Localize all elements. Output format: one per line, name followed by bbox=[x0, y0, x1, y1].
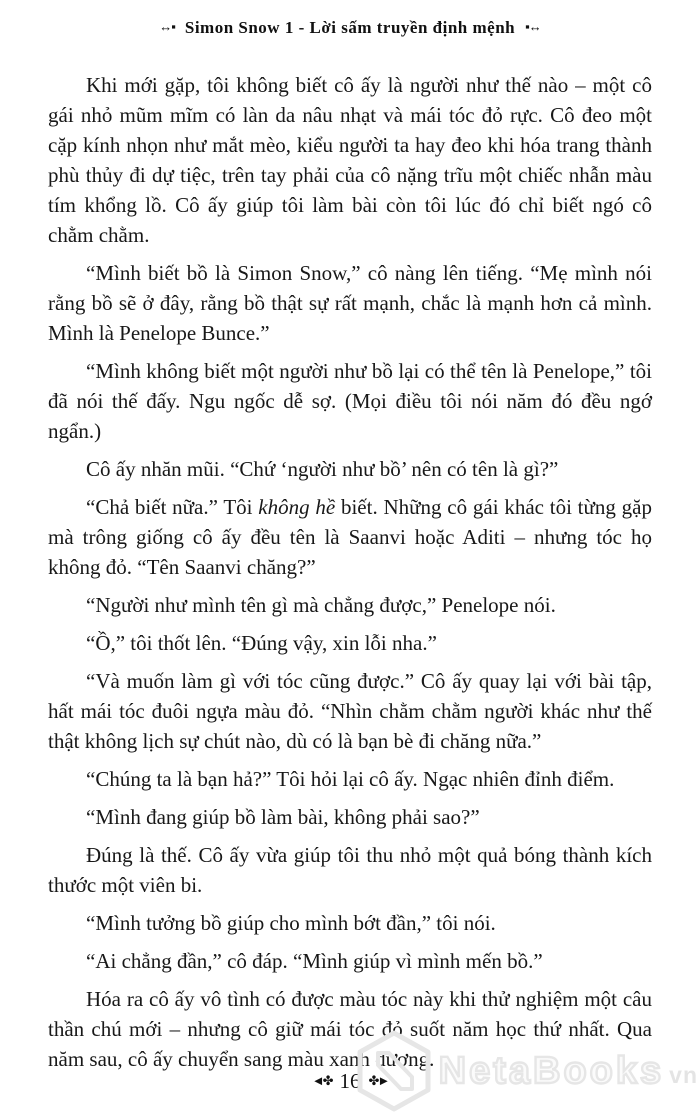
watermark-brand: NetaBooks bbox=[438, 1049, 665, 1092]
page-header bbox=[0, 18, 700, 38]
paragraph-text: Cô ấy nhăn mũi. “Chứ ‘người như bồ’ nên có tên là gì?” bbox=[86, 457, 559, 481]
paragraph bbox=[48, 356, 652, 446]
paragraph bbox=[48, 628, 652, 658]
paragraph-text: “Người như mình tên gì mà chẳng được,” Penelope nói. bbox=[86, 593, 556, 617]
paragraph-text: “Chúng ta là bạn hả?” Tôi hỏi lại cô ấy. Ngạc nhiên đỉnh điểm. bbox=[86, 767, 615, 791]
header-ornament-left-icon: ↔▪ bbox=[159, 19, 175, 34]
paragraph-text: “Ai chẳng đần,” cô đáp. “Mình giúp vì mình mến bồ.” bbox=[86, 949, 543, 973]
paragraph bbox=[48, 908, 652, 938]
paragraph bbox=[48, 764, 652, 794]
paragraph bbox=[48, 70, 652, 250]
paragraph bbox=[48, 946, 652, 976]
page-footer bbox=[0, 1069, 700, 1094]
paragraph bbox=[48, 666, 652, 756]
paragraph bbox=[48, 492, 652, 582]
paragraph-text: “Mình đang giúp bồ làm bài, không phải sao?” bbox=[86, 805, 480, 829]
footer-ornament-left-icon: ◄✤ bbox=[311, 1073, 332, 1088]
paragraph-text: “Chả biết nữa.” Tôi bbox=[86, 495, 259, 519]
paragraph bbox=[48, 454, 652, 484]
paragraph bbox=[48, 984, 652, 1074]
header-ornament-right-icon: ▪↔ bbox=[525, 19, 541, 34]
paragraph-text: “Và muốn làm gì với tóc cũng được.” Cô ấy quay lại với bài tập, hất mái tóc đuôi ngựa màu đỏ. “Nhìn chằm chằm người khác như thế thật không lịch sự chút nào, dù có là bạn bè đi chăng nữa.” bbox=[48, 669, 652, 753]
paragraph bbox=[48, 258, 652, 348]
running-title: Simon Snow 1 - Lời sấm truyền định mệnh bbox=[184, 18, 516, 37]
page-number: 16 bbox=[339, 1069, 361, 1093]
page-body bbox=[48, 70, 652, 1082]
paragraph-text: “Ồ,” tôi thốt lên. “Đúng vậy, xin lỗi nha.” bbox=[86, 631, 437, 655]
paragraph bbox=[48, 802, 652, 832]
paragraph bbox=[48, 840, 652, 900]
paragraph-text: Khi mới gặp, tôi không biết cô ấy là người như thế nào – một cô gái nhỏ mũm mĩm có làn da nâu nhạt và mái tóc đỏ rực. Cô đeo một cặp kính nhọn như mắt mèo, kiểu người ta hay đeo khi hóa trang thành phù thủy đi dự tiệc, trên tay phải của cô nặng trĩu một chiếc nhẫn màu tím khổng lồ. Cô ấy giúp tôi làm bài còn tôi lúc đó chỉ biết ngó cô chằm chằm. bbox=[48, 73, 652, 247]
paragraph-text: Đúng là thế. Cô ấy vừa giúp tôi thu nhỏ một quả bóng thành kích thước một viên bi. bbox=[48, 843, 652, 897]
watermark-tld: vn bbox=[669, 1061, 698, 1088]
paragraph-text: Hóa ra cô ấy vô tình có được màu tóc này khi thử nghiệm một câu thần chú mới – nhưng cô giữ mái tóc đỏ suốt năm học thứ nhất. Qua năm sau, cô ấy chuyển sang màu xanh dương. bbox=[48, 987, 652, 1071]
paragraph-text: “Mình tưởng bồ giúp cho mình bớt đần,” tôi nói. bbox=[86, 911, 496, 935]
paragraph bbox=[48, 590, 652, 620]
paragraph-text: “Mình biết bồ là Simon Snow,” cô nàng lên tiếng. “Mẹ mình nói rằng bồ sẽ ở đây, rằng bồ thật sự rất mạnh, chắc là mạnh hơn cả mình. Mình là Penelope Bunce.” bbox=[48, 261, 652, 345]
footer-ornament-right-icon: ✤► bbox=[368, 1073, 389, 1088]
paragraph-text: “Mình không biết một người như bồ lại có thể tên là Penelope,” tôi đã nói thế đấy. Ngu ngốc dễ sợ. (Mọi điều tôi nói năm đó đều ngớ ngẩn.) bbox=[48, 359, 652, 443]
emphasized-text: không hề bbox=[258, 495, 336, 519]
paragraph-text: biết. Những cô gái khác tôi từng gặp mà trông giống cô ấy đều tên là Saanvi hoặc Aditi – nhưng tóc họ không đỏ. “Tên Saanvi chăng?” bbox=[48, 495, 652, 579]
